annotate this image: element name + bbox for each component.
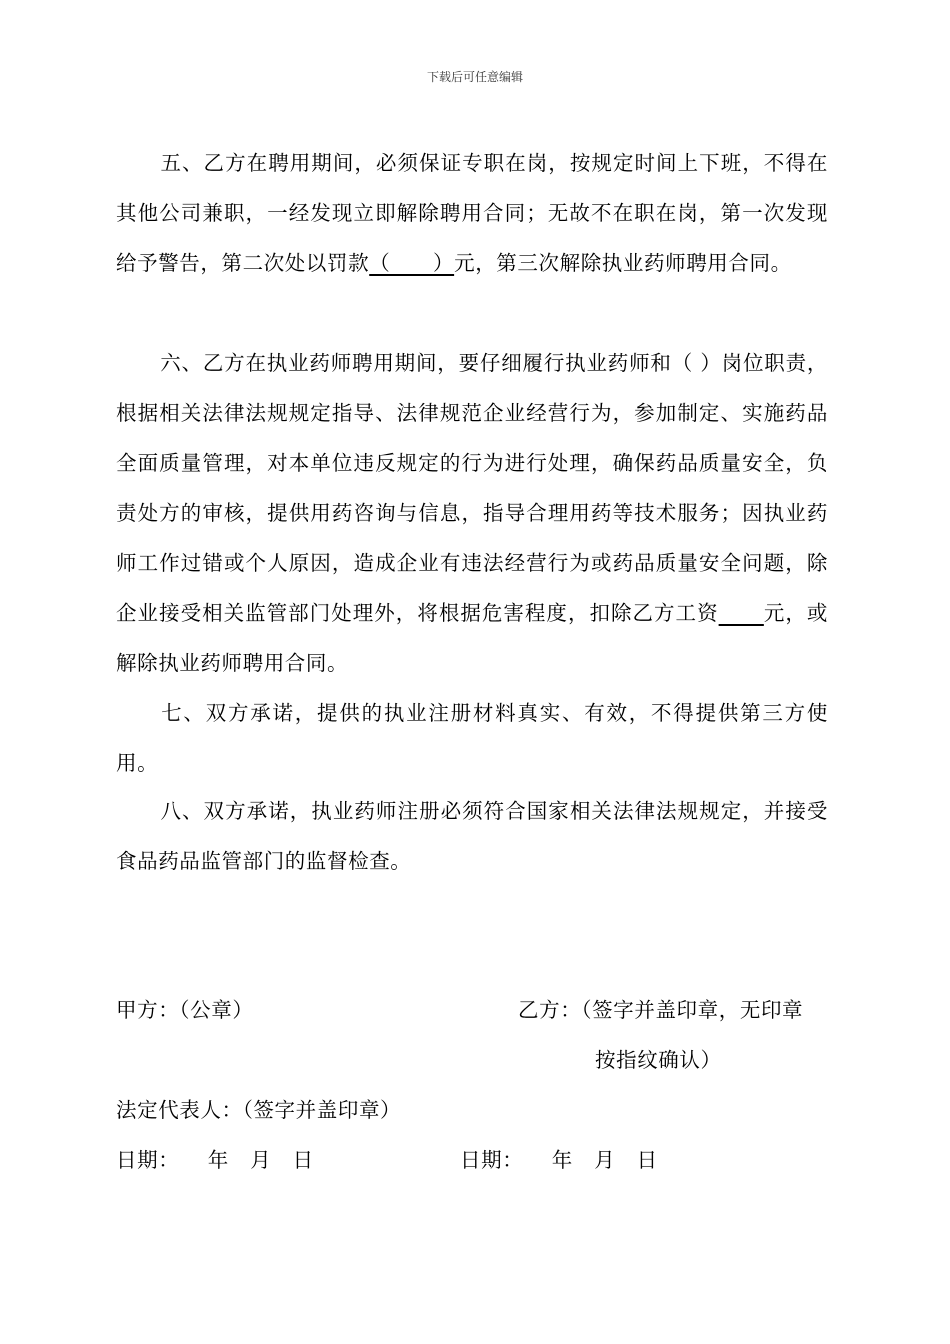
clause-6 — [116, 338, 828, 688]
clause-8 — [116, 786, 828, 886]
date-party-b: 日期： 年 月 日 — [460, 1148, 658, 1172]
legal-representative: 法定代表人：（签字并盖印章） — [116, 1098, 402, 1122]
fine-amount-blank: （ ） — [369, 251, 455, 275]
clause-6-text-b: 元，或解除执业药师聘用合同。 — [116, 601, 828, 675]
clause-6-text-a: 六、乙方在执业药师聘用期间，要仔细履行执业药师和（ ）岗位职责，根据相关法律法规规定指导、法律规范企业经营行为，参加制定、实施药品全面质量管理，对本单位违反规定的行为进行处理，确保药品质量安全，负责处方的审核，提供用药咨询与信息，指导合理用药等技术服务；因执业药师工作过错或个人原因，造成企业有违法经营行为或药品质量安全问题，除企业接受相关监管部门处理外，将根据危害程度，扣除乙方工资 — [116, 351, 828, 625]
party-b-fingerprint-note: 按指纹确认） — [595, 1048, 722, 1072]
clause-5-text-b: 元，第三次解除执业药师聘用合同。 — [454, 251, 792, 275]
clause-5 — [116, 138, 828, 288]
page-header: 下载后可任意编辑 — [426, 70, 523, 84]
party-b-signature: 乙方：（签字并盖印章，无印章 — [518, 998, 804, 1022]
clause-7-text: 七、双方承诺，提供的执业注册材料真实、有效，不得提供第三方使用。 — [116, 701, 828, 775]
clause-8-text: 八、双方承诺，执业药师注册必须符合国家相关法律法规规定，并接受食品药品监管部门的监督检查。 — [116, 799, 828, 873]
clause-7 — [116, 688, 828, 788]
party-a-seal: 甲方：（公章） — [116, 998, 254, 1022]
clause-5-text-a: 五、乙方在聘用期间，必须保证专职在岗，按规定时间上下班，不得在其他公司兼职，一经发现立即解除聘用合同；无故不在职在岗，第一次发现给予警告，第二次处以罚款 — [116, 151, 828, 275]
date-party-a: 日期： 年 月 日 — [116, 1148, 314, 1172]
deduction-amount-blank — [719, 601, 764, 625]
